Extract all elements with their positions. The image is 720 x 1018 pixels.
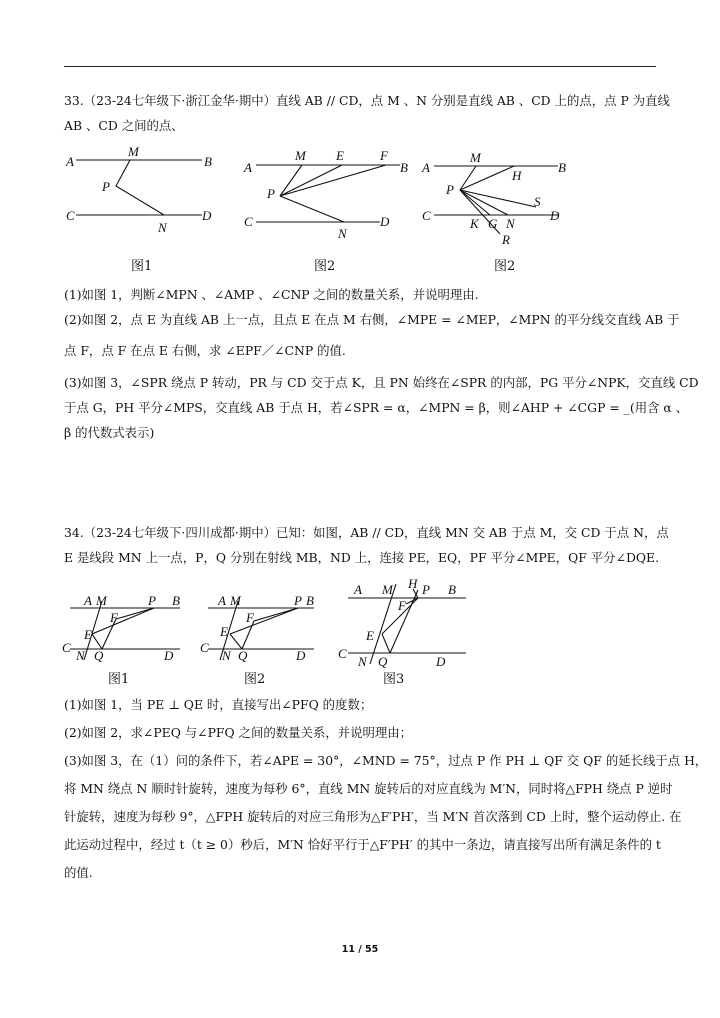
label: C [66, 208, 75, 223]
problem-34-figure-2 [198, 592, 324, 668]
label: M [96, 593, 107, 608]
question-line: 针旋转，速度为每秒 9°，△FPH 旋转后的对应三角形为△F′PH′，当 M′N 首次落到 CD 上时，整个运动停止. 在 [64, 809, 682, 824]
label: R [502, 232, 510, 247]
question-line: (2)如图 2，点 E 为直线 AB 上一点，且点 E 在点 M 右侧，∠MPE = ∠MEP，∠MPN 的平分线交直线 AB 于 [64, 312, 680, 327]
broken-line-mpn [116, 160, 164, 215]
label: F [380, 148, 388, 163]
page-number: 11 / 55 [341, 944, 379, 955]
label: S [534, 194, 541, 209]
figure-caption: 图2 [244, 672, 266, 687]
label: N [338, 226, 347, 241]
label: Q [238, 648, 248, 663]
question-line: 于点 G，PH 平分∠MPS，交直线 AB 于点 H，若∠SPR = α，∠MPN = β，则∠AHP + ∠CGP = _(用含 α 、 [64, 400, 689, 415]
problem-33-statement [64, 88, 670, 138]
question-line: (1)如图 1，判断∠MPN 、∠AMP 、∠CNP 之间的数量关系，并说明理由. [64, 287, 479, 302]
label: E [366, 628, 374, 643]
label: C [338, 646, 347, 661]
label: G [488, 216, 498, 231]
label: M [230, 593, 241, 608]
label: N [358, 654, 367, 669]
label: E [84, 627, 92, 642]
question-line: (3)如图 3，在（1）问的条件下，若∠APE = 30°，∠MND = 75°，过点 P 作 PH ⊥ QF 交 QF 的延长线于点 H， [64, 753, 708, 768]
problem-34-questions [64, 692, 708, 885]
label: K [470, 216, 479, 231]
problem-33-questions [64, 282, 699, 445]
figure-caption: 图1 [131, 259, 153, 274]
label: D [436, 654, 446, 669]
figure-caption: 图3 [383, 672, 405, 687]
label: D [550, 208, 560, 223]
segment-pf [254, 608, 298, 621]
segment-pm [280, 165, 302, 196]
problem-34-figure-3 [336, 578, 476, 672]
label: E [336, 148, 344, 163]
problem-34-figure-1 [60, 592, 190, 668]
question-line: (3)如图 3，∠SPR 绕点 P 转动，PR 与 CD 交于点 K，且 PN 始终在∠SPR 的内部，PG 平分∠NPK，交直线 CD [64, 375, 699, 390]
question-line: β 的代数式表示) [64, 425, 155, 440]
label: N [158, 220, 167, 235]
figure-caption: 图2 [494, 259, 516, 274]
label: N [76, 648, 85, 663]
label: A [66, 154, 74, 169]
label: C [200, 640, 209, 655]
label: P [422, 582, 430, 597]
label: M [470, 150, 481, 165]
label: B [558, 160, 566, 175]
label: A [422, 160, 430, 175]
segment-pf [116, 608, 154, 619]
label: P [446, 182, 454, 197]
label: A [84, 593, 92, 608]
question-line: (2)如图 2，求∠PEQ 与∠PFQ 之间的数量关系，并说明理由； [64, 725, 413, 740]
label: C [62, 640, 71, 655]
problem-33-figure-1 [62, 142, 222, 252]
label: P [148, 593, 156, 608]
label: B [306, 593, 314, 608]
segment-eq [230, 634, 242, 649]
label: H [408, 578, 418, 591]
label: M [295, 148, 306, 163]
figure-caption: 图1 [108, 672, 130, 687]
problem-33-figure-3 [418, 142, 598, 254]
text-line: 33.（23-24七年级下·浙江金华·期中）直线 AB // CD，点 M 、N 分别是直线 AB 、CD 上的点，点 P 为直线 [64, 93, 670, 108]
label: M [382, 582, 393, 597]
question-line: 此运动过程中，经过 t（t ≥ 0）秒后，M′N 恰好平行于△F′PH′ 的其中一条边，请直接写出所有满足条件的 t [64, 837, 661, 852]
label: D [202, 208, 212, 223]
header-rule [64, 66, 656, 67]
label: P [294, 593, 302, 608]
label: F [398, 598, 406, 613]
segment-ep [230, 608, 298, 634]
segment-qf [242, 621, 254, 649]
ray-ps [460, 190, 536, 207]
question-line: (1)如图 1，当 PE ⊥ QE 时，直接写出∠PFQ 的度数； [64, 697, 373, 712]
text-line: 34.（23-24七年级下·四川成都·期中）已知：如图，AB // CD，直线 MN 交 AB 于点 M，交 CD 于点 N，点 [64, 525, 669, 540]
text-line: E 是线段 MN 上一点，P，Q 分别在射线 MB，ND 上，连接 PE，EQ，PF 平分∠MPE，QF 平分∠DQE. [64, 550, 660, 565]
label: H [512, 168, 522, 183]
segment-ep [92, 608, 154, 634]
label: D [296, 648, 306, 663]
segment-eq [92, 634, 102, 649]
problem-33-figure-2 [240, 142, 420, 252]
question-line: 点 F，点 F 在点 E 右侧，求 ∠EPF／∠CNP 的值. [64, 343, 346, 358]
label: F [110, 610, 118, 625]
segment-pn [280, 196, 344, 222]
label: A [244, 160, 252, 175]
label: M [128, 144, 139, 159]
label: A [218, 593, 226, 608]
label: F [246, 610, 254, 625]
label: B [172, 593, 180, 608]
label: N [222, 648, 231, 663]
segment-eq [382, 634, 390, 653]
label: C [422, 208, 431, 223]
label: A [354, 582, 362, 597]
label: P [102, 179, 110, 194]
label: B [400, 160, 408, 175]
problem-34-statement [64, 520, 669, 570]
label: Q [94, 648, 104, 663]
question-line: 将 MN 绕点 N 顺时针旋转，速度为每秒 6°，直线 MN 旋转后的对应直线为 M′N，同时将△FPH 绕点 P 逆时 [64, 781, 673, 796]
label: B [448, 582, 456, 597]
label: P [267, 186, 275, 201]
label: D [164, 648, 174, 663]
segment-pn [460, 190, 508, 215]
label: N [506, 216, 515, 231]
label: B [204, 154, 212, 169]
label: E [220, 624, 228, 639]
label: Q [378, 654, 388, 669]
label: D [380, 214, 390, 229]
figure-caption: 图2 [314, 259, 336, 274]
text-line: AB 、CD 之间的点、 [64, 118, 184, 133]
question-line: 的值. [64, 865, 93, 880]
label: C [244, 214, 253, 229]
